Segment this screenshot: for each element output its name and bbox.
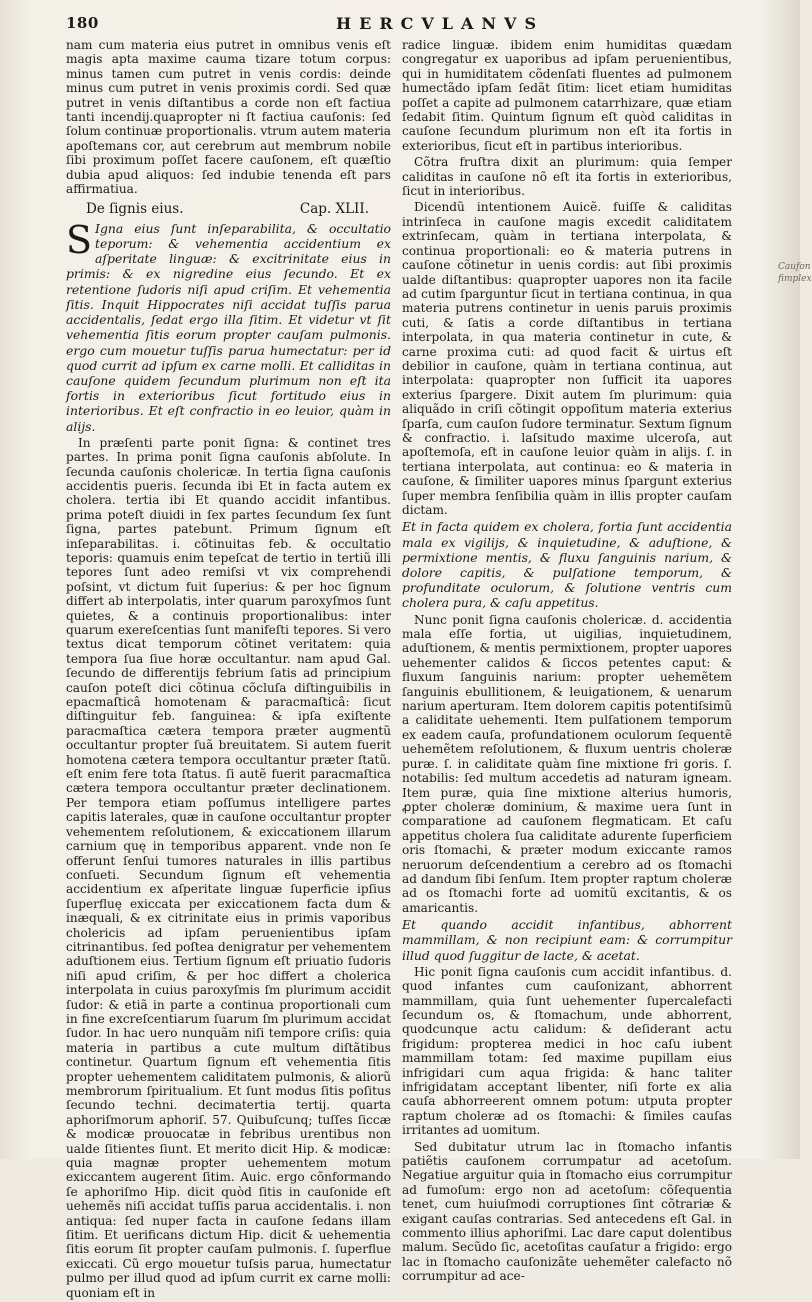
paragraph: Dicendũ intentionem Auicẽ. fuiſſe & caliditas intrinſeca in cauſone magis excedit caliditatem extrinſecam, quàm in tertiana interpolata, & continua proportionali: eo & materia putrens in cauſone cõtinetur in uenis cordis: aut ſibi proximis ualde diſtantibus: quapropter uapores non ita facile ad cutim ſparguntur ſicut in tertiana continua, in qua materia putrens continetur in uenis paruis proximis cuti, & ſatis a corde diſtantibus in tertiana interpolata, in qua materia continetur in cute, & carne proxima cuti: ad quod facit & uirtus eſt debilior in cauſone, quàm in tertiana continua, aut interpolata: quapropter non ſufficit ita uapores exterius ſpargere. Dixit autem ſm plurimum: quia aliquãdo in criſi cõtingit oppoſitum materia exterius ſparſa, cum cauſon ſudore terminatur. Sextum ſignum & confractio. i. laſsitudo maxime ulceroſa, aut apoſtemoſa, eſt in cauſone leuior quàm in alijs. ſ. in tertiana interpolata, aut continua: eo & materia in cauſone, & ſimiliter uapores minus ſpargunt exterius ſuper membra ſenſibilia quàm in illis propter cauſam dictam. [402,200,732,517]
paragraph: Cõtra fruſtra dixit an plurimum: quia ſemper caliditas in cauſone nõ eſt ita fortis in exterioribus, ſicut in interioribus. [402,155,732,199]
margin-note-2: fimplex [778,274,812,284]
running-head: HERCVLANVS [336,14,545,33]
left-column [66,38,391,1302]
commentary-paragraph: In præſenti parte ponit ſigna: & continet tres partes. In prima ponit ſigna cauſonis abſolute. In ſecunda cauſonis cholericæ. In tertia ſigna cauſonis accidentis pueris. ſecunda ibi Et in facta autem ex cholera. tertia ibi Et quando accidit infantibus. prima poteſt diuidi in ſex partes ſecundum ſex ſunt ſigna, partes patebunt. Primum ſignum eſt inſeparabilitas. i. cõtinuitas feb. & occultatio teporis: quamuis enim tepeſcat de tertio in tertiũ illi tepores ſunt adeo remiſsi vt vix comprehendi poſsint, vt dictum fuit ſuperius: & per hoc ſignum differt ab interpolatis, inter quarum paroxyſmos ſunt quietes, & a continuis proportionalibus: inter quarum exereſcentias ſunt manifeſti tepores. Si vero textus dicat temporum cõtinet veritatem: quia tempora ſua ſiue horæ occultantur. nam apud Gal. ſecundo de differentijs febrium ſatis ad principium cauſon poteſt dici cõtinua cõcluſa diſtinguibilis in epacmaſticâ homotenam & paracmaſticâ: ſicut diſtinguitur feb. ſanguinea: & ipſa exiſtente paracmaſtica cætera tempora præter augmentũ occultantur propter ſuã breuitatem. Si autem fuerit homotena cætera tempora occultantur præter ſtatũ. eſt enim fere tota ſtatus. ſi autẽ fuerit paracmaſtica cætera tempora occultantur præter declinationem. Per tempora etiam poſſumus intelligere partes capitis laterales, quæ in cauſone occultantur propter vehementem reſolutionem, & exiccationem illarum carnium quę in temporibus apparent. vnde non ſe offerunt ſenſui tumores naturales in illis partibus conſueti. Secundum ſignum eſt vehementia accidentium ex aſperitate linguæ ſuperficie ipſius ſuperfluę exiccata per exiccationem facta dum & inæquali, & ex citrinitate eius in primis vaporibus cholericis ad ipſam peruenientibus ipſam citrinantibus. ſed poſtea denigratur per vehementem aduſtionem eius. Tertium ſignum eſt priuatio ſudoris niſi apud criſim, & per hoc differt a cholerica interpolata in cuius paroxyſmis ſm plurimum accidit ſudor: & etiã in parte a continua proportionali cum in fine excreſcentiarum ſuarum ſm plurimum accidat ſudor. In hac uero nunquãm niſi tempore criſis: quia materia in partibus a cute multum diſtãtibus continetur. Quartum ſignum eſt vehementia ſitis propter uehementem caliditatem pulmonis, & aliorũ membrorum ſpiritualium. Et ſunt modus ſitis poſitus ſecundo techni. decimatertia tertij. quarta aphoriſmorum aphoriſ. 57. Quibuſcunq; tuſſes ſiccæ & modicæ prouocatæ in febribus urentibus non ualde ſitientes ſiunt. Et merito dicit Hip. & modicæ: quia magnæ propter uehementem motum exiccantem augerent ſitim. Auic. ergo cõnformando ſe aphoriſmo Hip. dicit quòd ſitis in cauſonide eſt uehemẽs niſi accidat tuſſis parua accidentalis. i. non antiqua: ſed nuper facta in cauſone ſedans illam ſitim. Et uerificans dictum Hip. dicit & uehementia ſitis eorum ſit propter cauſam pulmonis. ſ. ſuperflue exiccati. Cũ ergo mouetur tuſsis parua, humectatur pulmo per illud quod ad ipſum currit ex carne molli: quoniam eſt in [66,435,391,1300]
source-text: Et quando accidit infantibus, abhorrent mammillam, & non recipiunt eam: & corrumpitur illud quod ſuggitur de lacte, & acetat. [402,917,732,963]
drop-cap: S [66,217,93,262]
right-column [402,38,732,1286]
commentary-paragraph: Nunc ponit ſigna cauſonis cholericæ. d. accidentia mala eſſe fortia, ut uigilias, inquietudinem, aduſtionem, & mentis permixtionem, propter uapores uehementer calidos & ſiccos petentes caput: & fluxum ſanguinis narium: propter uehemẽtem ſanguinis ebullitionem, & leuigationem, & uenarum narium aperturam. Item dolorem capitis potentiſsimũ a caliditate uehementi. Item pulſationem temporum ex eadem cauſa, profundationem oculorum ſequentẽ uehemẽtem reſolutionem, & fluxum uentris choleræ puræ. ſ. in caliditate quàm ſine mixtione fri goris. ſ. notabilis: ſed multum accedetis ad naturam igneam. Item puræ, quia ſine mixtione alterius humoris, ꝓpter choleræ dominium, & maxime uera ſunt in comparatione ad cauſonem flegmaticam. Et caſu appetitus cholera ſua caliditate adurente ſuperficiem oris ſtomachi, & præter modum exiccante ramos neruorum deſcendentium a cerebro ad os ſtomachi ad dandum ſibi ſenſum. Item propter raptum choleræ ad os ſtomachi forte ad uomitũ excitantis, & os amaricantis. [402,612,732,915]
chapter-title: De ſignis eius. [86,201,184,218]
source-text: Et in facta quidem ex cholera, fortia ſunt accidentia mala ex vigilijs, & inquietudine, & aduſtione, & permixtione mentis, & fluxu ſanguinis narium, & dolore capitis, & pulſatione temporum, & profunditate oculorum, & ſolutione ventris cum cholera pura, & caſu appetitus. [402,519,732,611]
page-number: 180 [66,14,99,32]
commentary-paragraph: Sed dubitatur utrum lac in ſtomacho infantis patiẽtis cauſonem corrumpatur ad acetoſum. Negatiue arguitur quia in ſtomacho eius corrumpitur ad fumoſum: ergo non ad acetoſum: cõſequentia tenet, cum huiuſmodi corruptiones ſint cõtrariæ & exigant cauſas contrarias. Sed antecedens eſt Gal. in commento illius aphoriſmi. Lac dare caput dolentibus malum. Secũdo ſic, acetoſitas cauſatur a frigido: ergo lac in ſtomacho cauſonizãte uehemẽter calefacto nõ corrumpitur ad ace- [402,1139,732,1284]
commentary-paragraph: Hic ponit ſigna cauſonis cum accidit infantibus. d. quod infantes cum cauſonizant, abhorrent mammillam, quia ſunt uehementer ſupercalefacti ſecundum os, & ſtomachum, unde abhorrent, quodcunque actu calidum: & deſiderant actu frigidum: propterea medici in hoc caſu iubent mammillam totam: ſed maxime pupillam eius infrigidari cum aqua frigida: & hanc taliter infrigidatam acceptant libenter, niſi forte ex alia cauſa abhorreerent omnem potum: utputa propter raptum choleræ ad os ſtomachi: & ſimiles cauſas irritantes ad uomitum. [402,964,732,1138]
page-header [66,14,766,38]
chapter-heading [86,202,369,216]
chapter-number: Cap. XLII. [299,201,369,218]
paragraph: radice linguæ. ibidem enim humiditas quædam congregatur ex uaporibus ad ipſam peruenientibus, qui in humiditatem cõdenſati fluentes ad pulmonem humectãdo ipſam ſedãt ſitim: licet etiam humiditas poſſet a capite ad pulmonem catarrhizare, quæ etiam ſedabit ſitim. Quintum ſignum eſt quòd caliditas in cauſone ſecundum plurimum non eſt ita fortis in exterioribus, ſicut eſt in partibus interioribus. [402,38,732,153]
paragraph: nam cum materia eius putret in omnibus venis eſt magis apta maxime cauma tizare totum corpus: minus tamen cum putret in venis cordis: deinde minus cum putret in venis proximis cordi. Sed quæ putret in venis diſtantibus a corde non eſt factiua tanti incendij.quapropter ni ſt factiua cauſonis: ſed ſolum continuæ proportionalis. vtrum autem materia apoſtemans cor, aut cerebrum aut membrum nobile ſibi proximum poſſet facere cauſonem, eſt quæſtio dubia apud aliquos: ſed indubie tenenda eſt pars affirmatiua. [66,38,391,197]
margin-note-1: Caufon [778,262,811,272]
source-text [66,217,391,434]
source-text-body: Igna eius ſunt inſeparabilita, & occultatio teporum: & vehementia accidentium ex aſperitate linguæ: & excitrinitate eius in primis: & ex nigredine eius ſecundo. Et ex retentione ſudoris niſi apud criſim. Et vehementia ſitis. Inquit Hippocrates niſi accidat tuſſis parua accidentalis, ſedat ergo illa ſitim. Et videtur vt ſit vehementia ſitis eorum propter cauſam pulmonis. ergo cum mouetur tuſſis parua humectatur: per id quod currit ad ipſum ex carne molli. Et calliditas in cauſone quidem ſecundum plurimum non eſt ita fortis in exterioribus ſicut fortitudo eius in interioribus. Et eſt confractio in eo leuior, quàm in alijs. [66,220,391,434]
